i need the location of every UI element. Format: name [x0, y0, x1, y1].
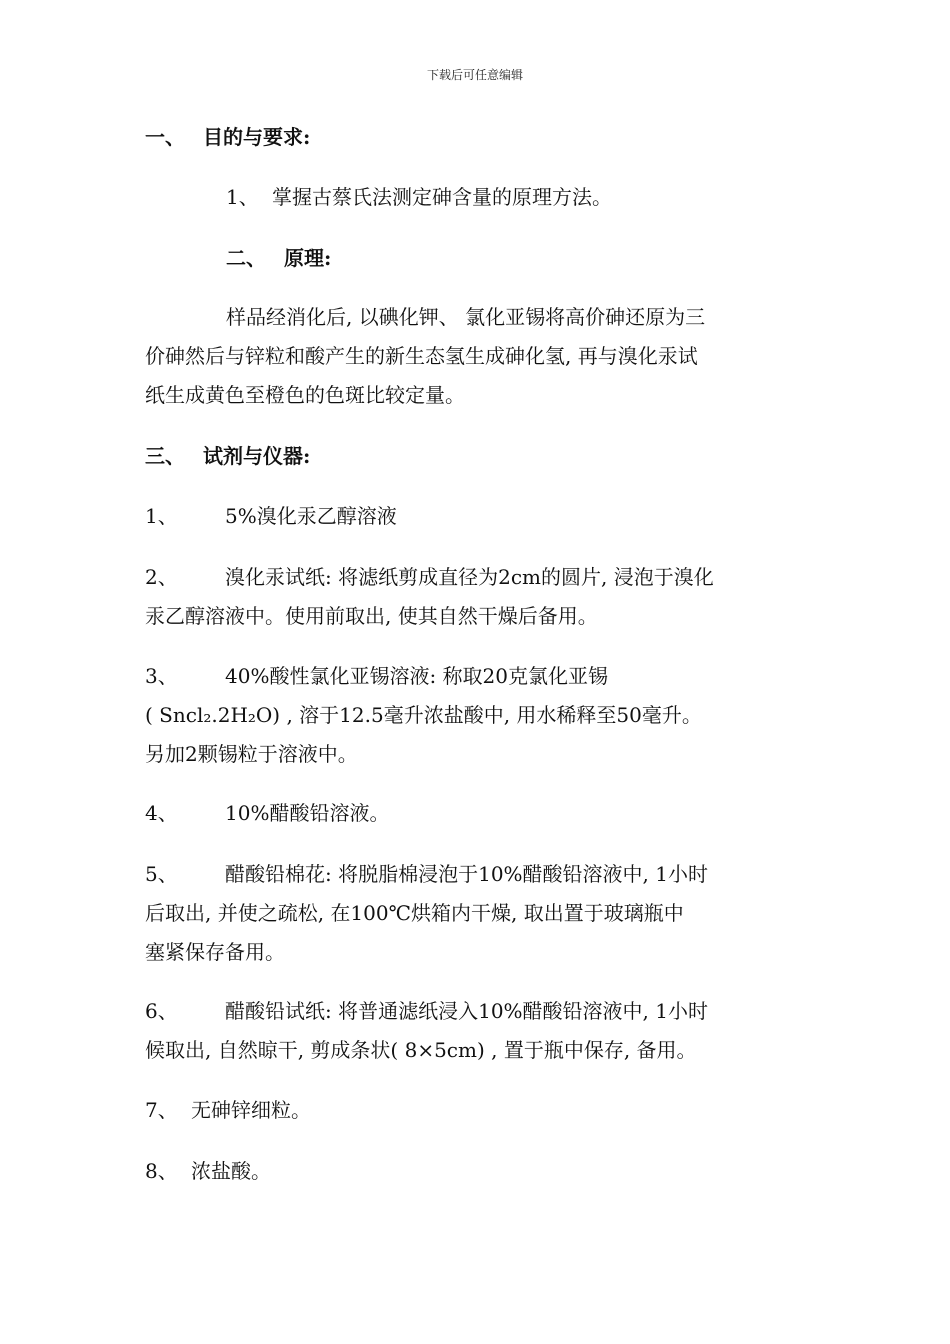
list-item	[145, 558, 810, 636]
paragraph-line: 价砷然后与锌粒和酸产生的新生态氢生成砷化氢, 再与溴化汞试	[145, 344, 698, 368]
section-2-number: 二、	[226, 246, 266, 270]
list-item	[145, 657, 810, 774]
list-item-number: 6、	[145, 999, 178, 1023]
list-item-number: 3、	[145, 664, 178, 688]
list-item	[145, 992, 810, 1070]
list-item-text: 塞紧保存备用。	[145, 940, 285, 964]
list-item-number: 5、	[145, 862, 178, 886]
list-item-text: 汞乙醇溶液中。使用前取出, 使其自然干燥后备用。	[145, 604, 598, 628]
list-item-number: 7、	[145, 1098, 178, 1122]
list-item-text: 40%酸性氯化亚锡溶液: 称取20克氯化亚锡	[225, 664, 608, 688]
section-2-title: 原理:	[284, 246, 332, 270]
list-item-text: 5%溴化汞乙醇溶液	[225, 504, 397, 528]
section-2-heading	[145, 239, 891, 278]
section-1-title: 目的与要求:	[203, 125, 311, 149]
list-item-text: 候取出, 自然晾干, 剪成条状( 8×5cm) , 置于瓶中保存, 备用。	[145, 1038, 697, 1062]
section-2-paragraph	[145, 298, 810, 415]
section-1-heading	[145, 118, 810, 157]
list-item-text: 醋酸铅棉花: 将脱脂棉浸泡于10%醋酸铅溶液中, 1小时	[225, 862, 708, 886]
list-item-number: 8、	[145, 1159, 178, 1183]
section-3-number: 三、	[145, 444, 185, 468]
paragraph-line: 样品经消化后, 以碘化钾、 氯化亚锡将高价砷还原为三	[226, 305, 706, 329]
list-item-number: 2、	[145, 565, 178, 589]
list-item-text: 无砷锌细粒。	[191, 1098, 311, 1122]
list-item	[145, 794, 810, 833]
list-item-text: 浓盐酸。	[191, 1159, 271, 1183]
paragraph-line: 纸生成黄色至橙色的色斑比较定量。	[145, 383, 465, 407]
list-item-number: 1、	[145, 504, 178, 528]
list-item	[145, 1152, 810, 1191]
list-item	[145, 1091, 810, 1130]
section-3-title: 试剂与仪器:	[203, 444, 311, 468]
section-1-number: 一、	[145, 125, 185, 149]
list-item	[145, 855, 810, 972]
list-item-text: ( Sncl₂.2H₂O) , 溶于12.5毫升浓盐酸中, 用水稀释至50毫升。	[145, 703, 702, 727]
page-header: 下载后可任意编辑	[426, 68, 523, 82]
list-item-text: 另加2颗锡粒于溶液中。	[145, 742, 358, 766]
list-item-text: 醋酸铅试纸: 将普通滤纸浸入10%醋酸铅溶液中, 1小时	[225, 999, 708, 1023]
list-item-text: 溴化汞试纸: 将滤纸剪成直径为2cm的圆片, 浸泡于溴化	[225, 565, 714, 589]
list-item	[145, 497, 810, 536]
list-item-text: 10%醋酸铅溶液。	[225, 801, 390, 825]
list-item-number: 4、	[145, 801, 178, 825]
section-1-item-text: 掌握古蔡氏法测定砷含量的原理方法。	[272, 185, 612, 209]
section-1-item-number: 1、	[226, 185, 259, 209]
section-3-heading	[145, 437, 810, 476]
list-item-text: 后取出, 并使之疏松, 在100℃烘箱内干燥, 取出置于玻璃瓶中	[145, 901, 684, 925]
section-1-item	[145, 178, 891, 217]
